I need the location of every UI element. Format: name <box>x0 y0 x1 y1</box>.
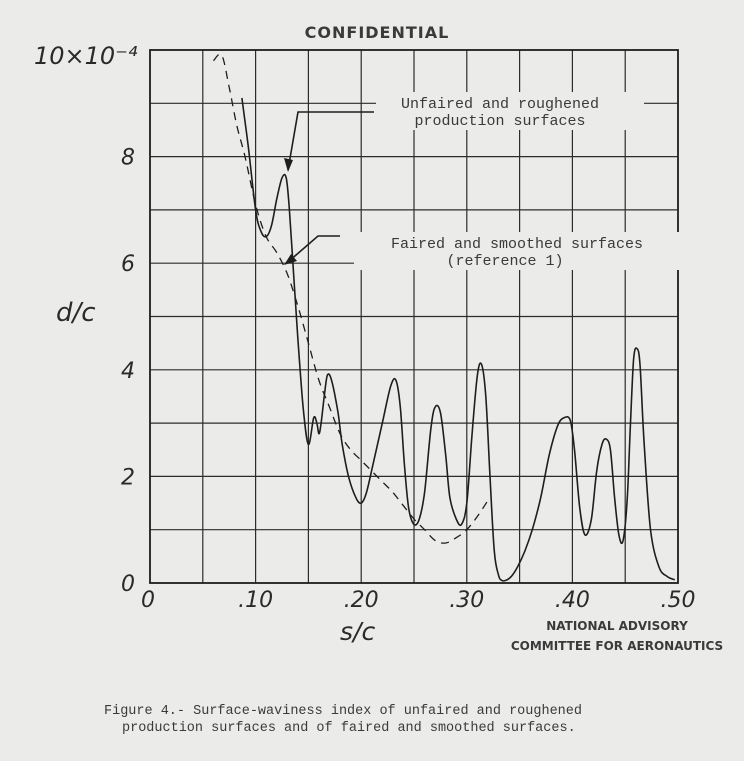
x-tick-label: 0 <box>141 588 155 613</box>
figure-caption-line2: production surfaces and of faired and smoothed surfaces. <box>122 721 576 736</box>
y-tick-label: 4 <box>121 358 135 384</box>
unfaired-label-line2: production surfaces <box>414 113 586 130</box>
x-axis-label: s/c <box>340 617 376 646</box>
y-scale-label: 10×10⁻⁴ <box>34 42 138 70</box>
faired-label-line1: Faired and smoothed surfaces <box>390 236 644 253</box>
x-tick-labels <box>141 588 696 613</box>
x-tick-label: .50 <box>660 588 696 613</box>
y-tick-labels <box>121 146 135 597</box>
y-tick-label: 6 <box>121 252 135 278</box>
faired-label-line2: (reference 1) <box>446 253 564 270</box>
faired-leader-line <box>288 236 340 262</box>
unfaired-label-line1: Unfaired and roughened <box>400 96 600 113</box>
x-tick-label: .30 <box>449 588 485 613</box>
y-tick-label: 0 <box>121 572 135 597</box>
y-tick-label: 8 <box>121 145 135 171</box>
y-tick-label: 2 <box>121 465 135 491</box>
series-group <box>213 54 674 581</box>
classification-header: CONFIDENTIAL <box>304 23 450 42</box>
figure-caption-line1: Figure 4.- Surface-waviness index of unfaired and roughened <box>104 704 582 719</box>
x-tick-label: .10 <box>238 588 274 613</box>
x-tick-label: .40 <box>554 588 590 613</box>
agency-stamp-line2: COMMITTEE FOR AERONAUTICS <box>510 639 724 653</box>
y-axis-label: d/c <box>56 298 96 328</box>
unfaired-leader-arrow <box>284 158 293 172</box>
x-tick-label: .20 <box>343 588 379 613</box>
agency-stamp-line1: NATIONAL ADVISORY <box>546 619 688 633</box>
